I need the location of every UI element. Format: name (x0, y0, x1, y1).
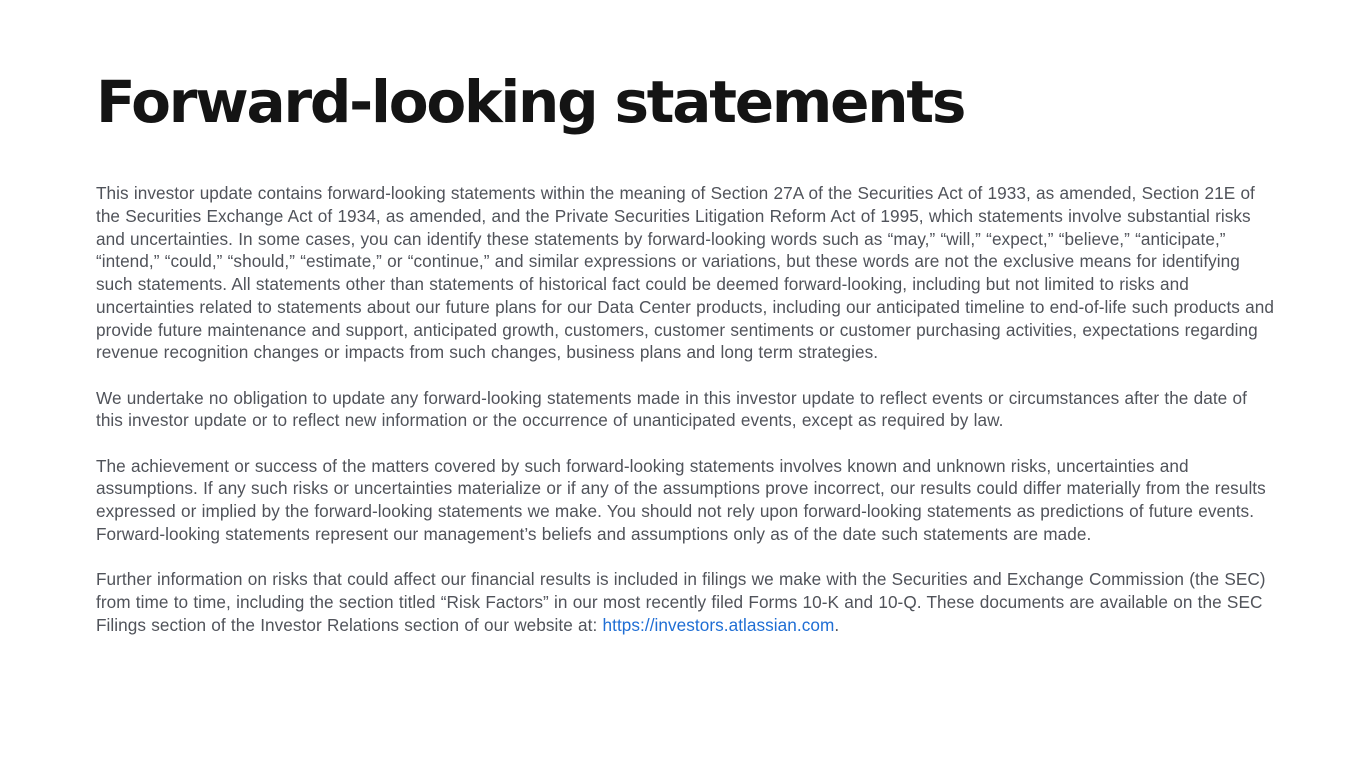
investor-relations-link[interactable]: https://investors.atlassian.com (602, 614, 835, 635)
slide (96, 64, 1276, 659)
body-text (96, 182, 1276, 636)
page-title: Forward-looking statements (96, 68, 965, 136)
paragraph-no-obligation: We undertake no obligation to update any forward-looking statements made in this investor update to reflect events or circumstances after the date of this investor update or to reflect new information or the occurrence of unanticipated events, except as required by law. (96, 387, 1247, 431)
paragraph-forward-looking: This investor update contains forward-looking statements within the meaning of Section 27A of the Securities Act of 1933, as amended, Section 21E of the Securities Exchange Act of 1934, as amended, and the Private Securities Litigation Reform Act of 1995, which statements involve substantial risks and uncertainties. In some cases, you can identify these statements by forward-looking words such as “may,” “will,” “expect,” “believe,” “anticipate,” “intend,” “could,” “should,” “estimate,” or “continue,” and similar expressions or variations, but these words are not the exclusive means for identifying such statements. All statements other than statements of historical fact could be deemed forward-looking, including but not limited to risks and uncertainties related to statements about our future plans for our Data Center products, including our anticipated timeline to end-of-life such products and provide future maintenance and support, anticipated growth, customers, customer sentiments or customer purchasing activities, expectations regarding revenue recognition changes or impacts from such changes, business plans and long term strategies. (96, 183, 1274, 363)
further-information-text: Further information on risks that could affect our financial results is included in filings we make with the Securities and Exchange Commission (the SEC) from time to time, including the section titled “Risk Factors” in our most recently filed Forms 10-K and 10-Q. These documents are available on the SEC Filings section of the Investor Relations section of our website at: (96, 569, 1266, 635)
trailing-period: . (834, 614, 840, 635)
paragraph-risks: The achievement or success of the matters covered by such forward-looking statements involves known and unknown risks, uncertainties and assumptions. If any such risks or uncertainties materialize or if any of the assumptions prove incorrect, our results could differ materially from the results expressed or implied by the forward-looking statements we make. You should not rely upon forward-looking statements as predictions of future events. Forward-looking statements represent our management’s beliefs and assumptions only as of the date such statements are made. (96, 455, 1266, 544)
paragraph-further-information (96, 568, 1276, 636)
